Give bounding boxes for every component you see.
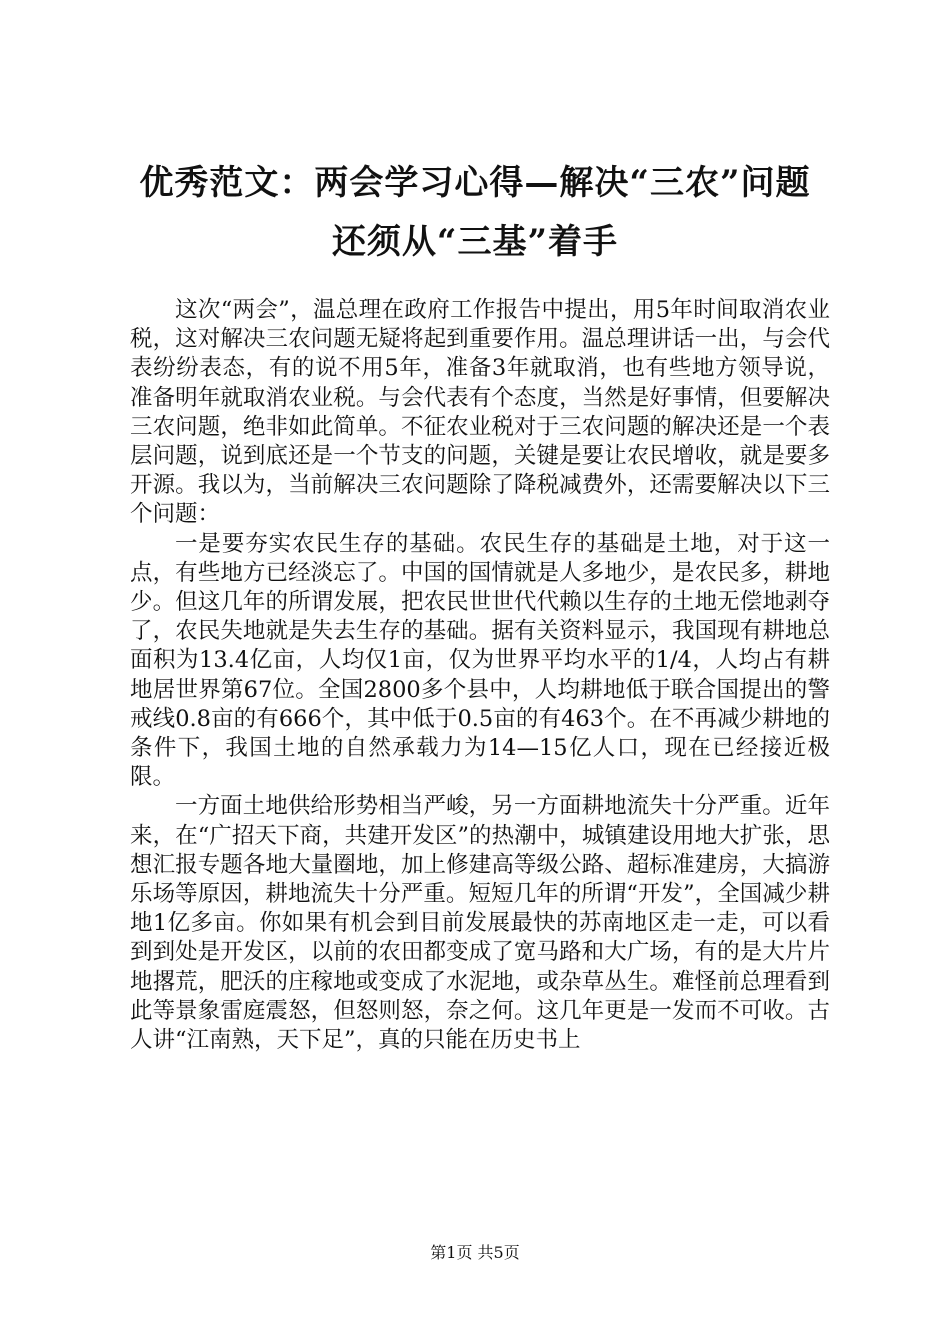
paragraph-2: 一是要夯实农民生存的基础。农民生存的基础是土地，对于这一点，有些地方已经淡忘了。中国的国情就是人多地少，是农民多，耕地少。但这几年的所谓发展，把农民世世代代赖以生存的土地无偿地剥夺了，农民失地就是失去生存的基础。据有关资料显示，我国现有耕地总面积为13.4亿亩，人均仅1亩，仅为世界平均水平的1/4，人均占有耕地居世界第67位。全国2800多个县中，人均耕地低于联合国提出的警戒线0.8亩的有666个，其中低于0.5亩的有463个。在不再减少耕地的条件下，我国土地的自然承载力为14—15亿人口，现在已经接近极限。 [130,530,830,791]
page-number-footer: 第1页 共5页 [430,1243,520,1262]
paragraph-3: 一方面土地供给形势相当严峻，另一方面耕地流失十分严重。近年来，在“广招天下商，共建开发区”的热潮中，城镇建设用地大扩张，思想汇报专题各地大量圈地，加上修建高等级公路、超标准建房，大搞游乐场等原因，耕地流失十分严重。短短几年的所谓“开发”，全国减少耕地1亿多亩。你如果有机会到目前发展最快的苏南地区走一走，可以看到到处是开发区，以前的农田都变成了宽马路和大广场，有的是大片片地撂荒，肥沃的庄稼地或变成了水泥地，或杂草丛生。难怪前总理看到此等景象雷庭震怒，但怒则怒，奈之何。这几年更是一发而不可收。古人讲“江南熟，天下足”，真的只能在历史书上 [130,793,830,1054]
document-title-line-2: 还须从“三基”着手 [331,222,619,262]
paragraph-1: 这次“两会”，温总理在政府工作报告中提出，用5年时间取消农业税，这对解决三农问题无疑将起到重要作用。温总理讲话一出，与会代表纷纷表态，有的说不用5年，准备3年就取消，也有些地方领导说，准备明年就取消农业税。与会代表有个态度，当然是好事情，但要解决三农问题，绝非如此简单。不征农业税对于三农问题的解决还是一个表层问题，说到底还是一个节支的问题，关键是要让农民增收，就是要多开源。我以为，当前解决三农问题除了降税减费外，还需要解决以下三个问题： [130,297,830,528]
document-title-line-1: 优秀范文：两会学习心得—解决“三农”问题 [139,163,811,203]
document-body [130,296,830,1055]
